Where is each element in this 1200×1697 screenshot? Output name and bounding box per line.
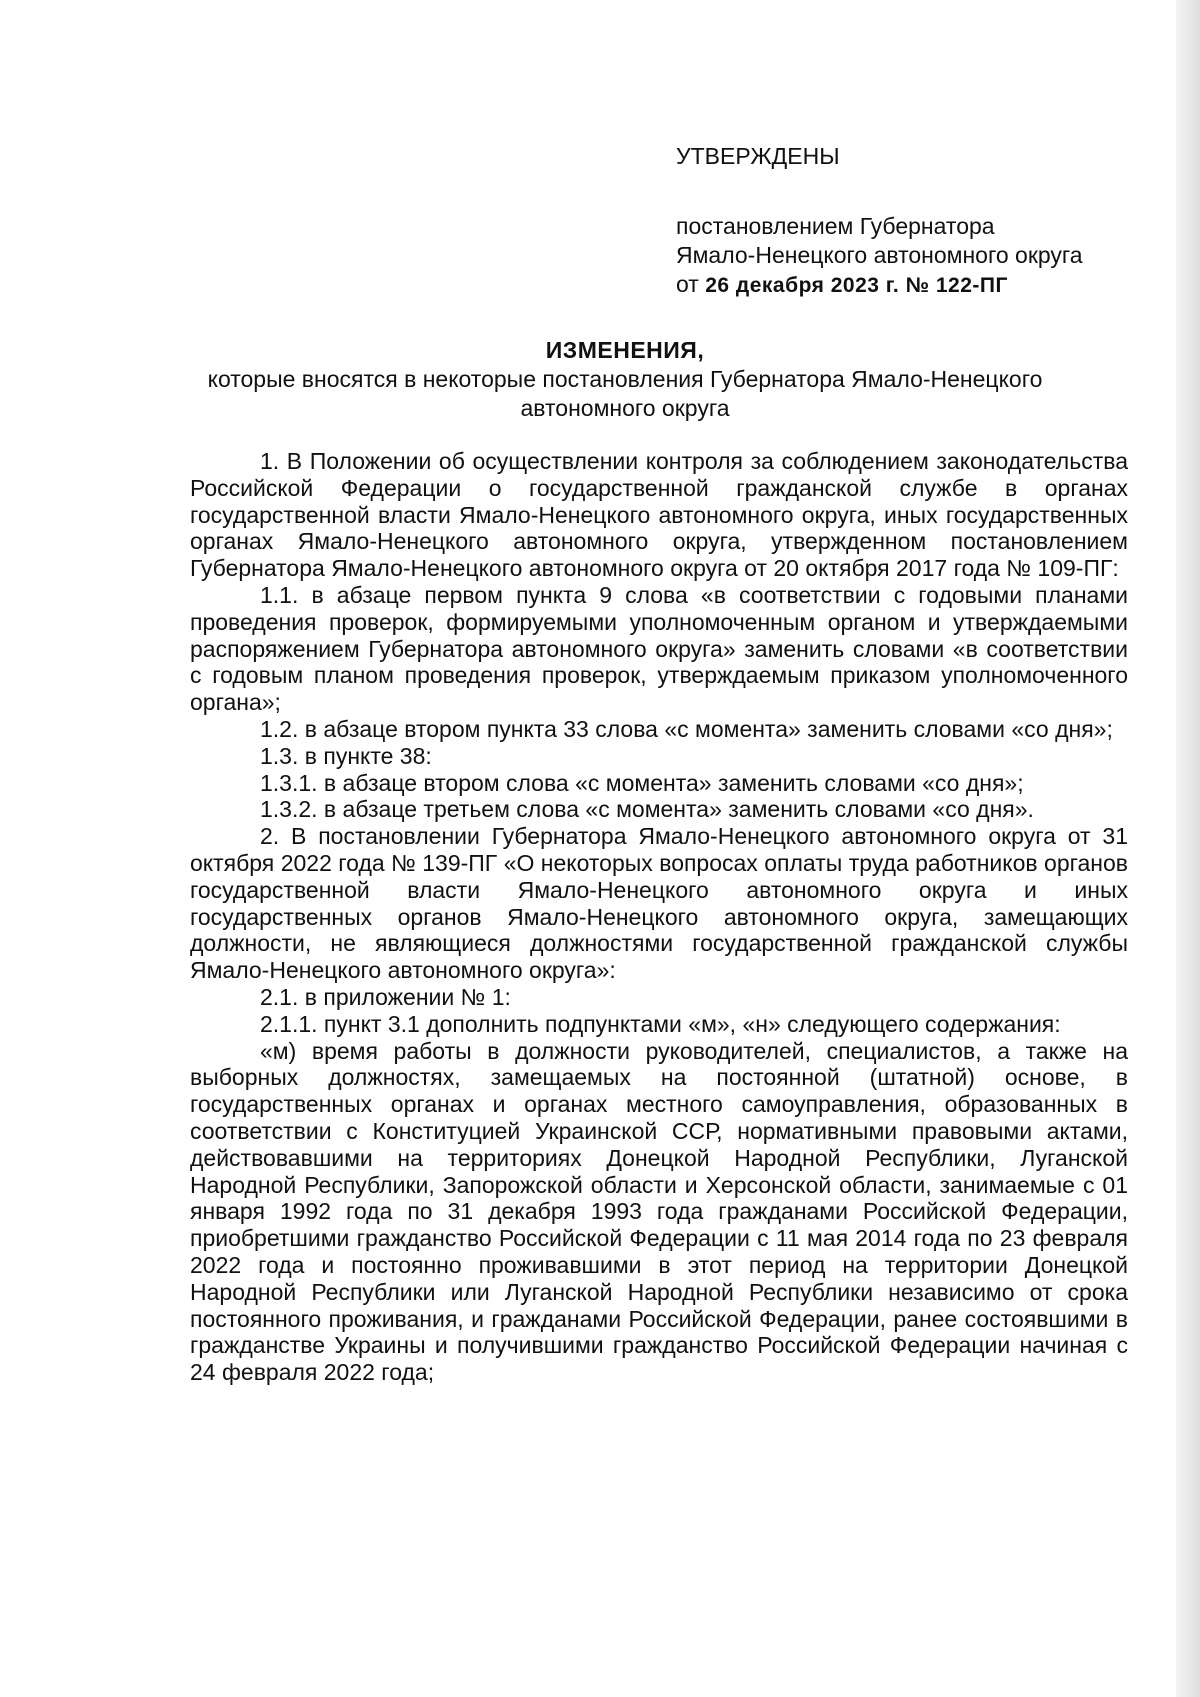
document-title: ИЗМЕНЕНИЯ, xyxy=(545,337,705,363)
paragraph-1-3: 1.3. в пункте 38: xyxy=(260,742,432,769)
paragraph-1-3-2: 1.3.2. в абзаце третьем слова «с момента» заменить словами «со дня». xyxy=(260,796,1034,823)
paragraph-2: 2. В постановлении Губернатора Ямало-Ненецкого автономного округа от 31 октября 2022 года № 139-ПГ «О некоторых вопросах оплаты труда работников органов государственной власти Ямало-Ненецкого автономного округа и иных государственных органов Ямало-Ненецкого автономного округа, замещающих должности, не являющиеся должностями государственной гражданской службы Ямало-Ненецкого автономного округа»: xyxy=(190,823,1128,984)
approval-date-line xyxy=(676,270,1136,300)
paragraph-1-3-1: 1.3.1. в абзаце втором слова «с момента» заменить словами «со дня»; xyxy=(260,769,1024,796)
document-body xyxy=(190,448,1128,1386)
approval-date-number: 26 декабря 2023 г. № 122-ПГ xyxy=(705,274,1008,297)
approval-block xyxy=(676,142,1136,300)
page-edge-shadow xyxy=(1176,0,1200,1697)
paragraph-2-1-1: 2.1.1. пункт 3.1 дополнить подпунктами «м», «н» следующего содержания: xyxy=(260,1010,1061,1037)
paragraph-1: 1. В Положении об осуществлении контроля за соблюдением законодательства Российской Федерации о государственной гражданской службе в органах государственной власти Ямало-Ненецкого автономного округа, иных государственных органах Ямало-Ненецкого автономного округа, утвержденном постановлением Губернатора Ямало-Ненецкого автономного округа от 20 октября 2017 года № 109-ПГ: xyxy=(190,448,1128,582)
paragraph-1-2: 1.2. в абзаце втором пункта 33 слова «с момента» заменить словами «со дня»; xyxy=(260,715,1113,742)
document-subtitle: которые вносятся в некоторые постановления Губернатора Ямало-Ненецкого автономного округа xyxy=(207,366,1043,421)
paragraph-quote-m: «м) время работы в должности руководителей, специалистов, а также на выборных должностях, замещаемых на постоянной (штатной) основе, в государственных органах и органах местного самоуправления, образованных в соответствии с Конституцией Украинской ССР, нормативными правовыми актами, действовавшими на территориях Донецкой Народной Республики, Луганской Народной Республики, Запорожской области и Херсонской области, занимаемые с 01 января 1992 года по 31 декабря 1993 года гражданами Российской Федерации, приобретшими гражданство Российской Федерации с 11 мая 2014 года по 23 февраля 2022 года и постоянно проживавшими в этот период на территории Донецкой Народной Республики или Луганской Народной Республики независимо от срока постоянного проживания, и гражданами Российской Федерации, ранее состоявшими в гражданстве Украины и получившими гражданство Российской Федерации начиная с 24 февраля 2022 года; xyxy=(190,1037,1128,1386)
approval-title: УТВЕРЖДЕНЫ xyxy=(676,143,840,169)
approval-line-1: постановлением Губернатора xyxy=(676,213,995,239)
paragraph-2-1: 2.1. в приложении № 1: xyxy=(260,983,511,1010)
paragraph-1-1: 1.1. в абзаце первом пункта 9 слова «в соответствии с годовыми планами проведения проверок, формируемыми уполномоченным органом и утверждаемыми распоряжением Губернатора автономного округа» заменить словами «в соответствии с годовым планом проведения проверок, утверждаемым приказом уполномоченного органа»; xyxy=(190,581,1128,716)
approval-date-prefix: от xyxy=(676,271,699,297)
approval-line-2: Ямало-Ненецкого автономного округа xyxy=(676,242,1083,268)
document-heading xyxy=(150,336,1100,423)
